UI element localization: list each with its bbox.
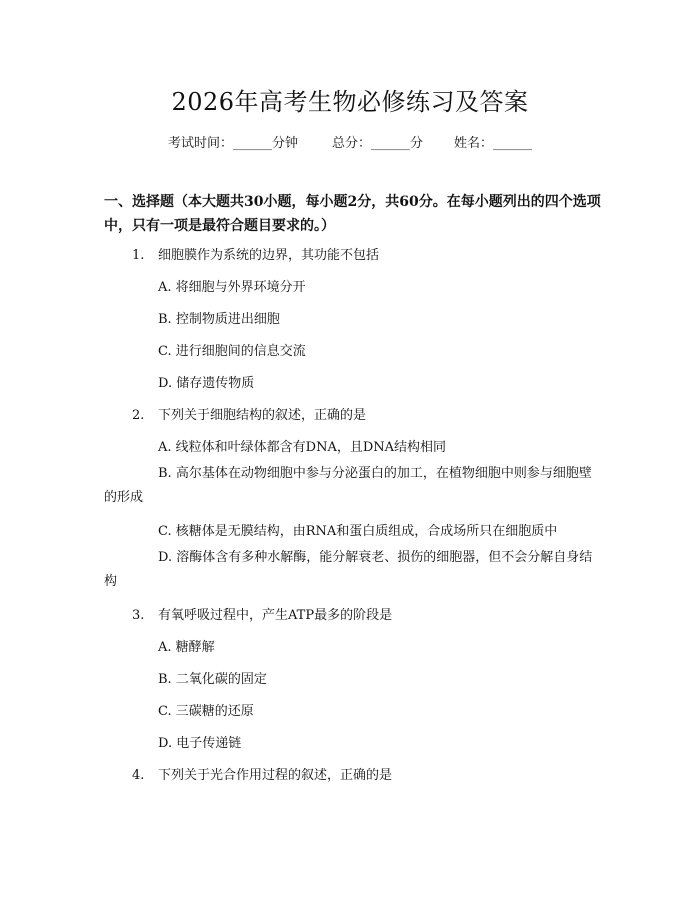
total-score-field: 总分：______分 [332, 136, 424, 151]
question-number: 3. [132, 608, 145, 623]
option-2b: B. 高尔基体在动物细胞中参与分泌蛋白的加工，在植物细胞中则参与细胞壁的形成 [104, 466, 592, 505]
name-field: 姓名：______ [454, 136, 533, 151]
option-1b: B. 控制物质进出细胞 [158, 312, 280, 327]
question-stem: 下列关于细胞结构的叙述，正确的是 [158, 408, 367, 423]
question-4 [132, 764, 392, 783]
question-stem: 下列关于光合作用过程的叙述，正确的是 [158, 768, 393, 783]
option-2d: D. 溶酶体含有多种水解酶，能分解衰老、损伤的细胞器，但不会分解自身结构 [104, 550, 593, 589]
page-title: 2026年高考生物必修练习及答案 [171, 88, 529, 116]
question-stem: 细胞膜作为系统的边界，其功能不包括 [158, 248, 380, 263]
question-1 [132, 244, 379, 263]
option-2c: C. 核糖体是无膜结构，由RNA和蛋白质组成，合成场所只在细胞质中 [158, 524, 558, 539]
option-3c: C. 三碳糖的还原 [158, 704, 254, 719]
option-2a: A. 线粒体和叶绿体都含有DNA，且DNA结构相同 [158, 440, 447, 455]
section-heading: 一、选择题（本大题共30小题，每小题2分，共60分。在每小题列出的四个选项中，只有一项是最符合题目要求的。） [104, 194, 601, 234]
question-2 [132, 404, 366, 423]
question-number: 4. [132, 768, 145, 783]
option-3b: B. 二氧化碳的固定 [158, 672, 267, 687]
option-3d: D. 电子传递链 [158, 736, 242, 751]
question-3 [132, 604, 392, 623]
question-stem: 有氧呼吸过程中，产生ATP最多的阶段是 [158, 608, 393, 623]
option-1d: D. 储存遗传物质 [158, 376, 255, 391]
exam-time-field: 考试时间：______分钟 [168, 136, 299, 151]
question-number: 1. [132, 248, 145, 263]
question-number: 2. [132, 408, 145, 423]
option-3a: A. 糖酵解 [158, 640, 215, 655]
option-1a: A. 将细胞与外界环境分开 [158, 280, 306, 295]
option-1c: C. 进行细胞间的信息交流 [158, 344, 306, 359]
